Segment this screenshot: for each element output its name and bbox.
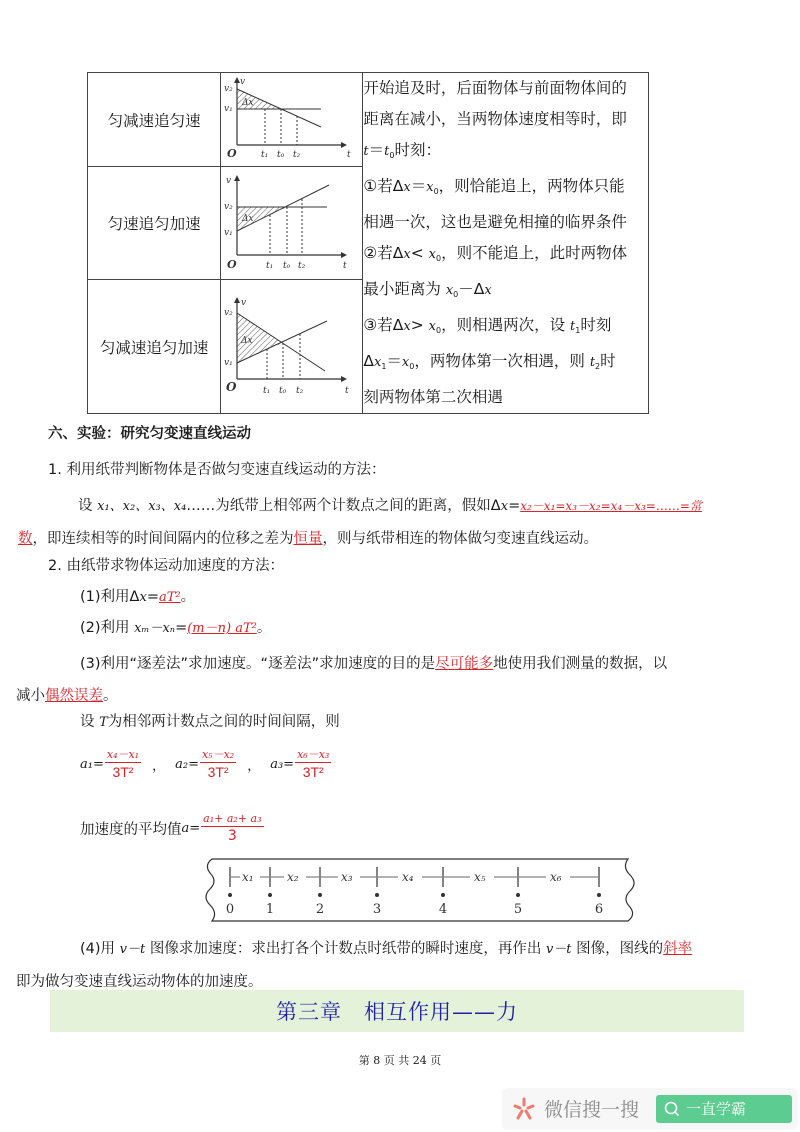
svg-text:x₄: x₄ [402,870,414,884]
explanation-line [363,171,648,207]
svg-text:x₂: x₂ [287,870,299,884]
math-subscript: 1 [575,326,581,335]
math-var: x [139,590,147,605]
paragraph-text: 。 [180,589,196,605]
math-var: x [428,247,436,262]
method-3 [16,648,760,712]
item2-title: 2. 由纸带求物体运动加速度的方法： [48,558,284,574]
chase-comparison-table [87,72,649,414]
paragraph-text: ，则与纸带相连的物体做匀变速直线运动。 [322,531,598,547]
paragraph-text: (3)利用“逐差法”求加速度。“逐差法”求加速度的目的是 [80,656,436,672]
paragraph-text: 减小 [16,688,45,704]
math-subscript: 0 [435,326,442,335]
explanation-line [363,238,648,274]
separator: ， [247,758,261,773]
paragraph-text: (4)用 [80,941,120,957]
method-1 [48,586,792,609]
fraction-numerator: x₅－x₂ [201,748,235,761]
explanation-text: ，两物体第一次相遇，则 [414,352,585,370]
svg-text:v: v [241,297,247,308]
math-var: x [428,319,436,334]
svg-text:t₀: t₀ [283,261,291,272]
formula-fraction [200,748,236,781]
explanation-text: ①若Δ [363,177,404,195]
explanation-line: 刻两物体第二次相遇 [363,388,503,406]
math-subscript: 0 [389,151,395,160]
svg-text:Δx: Δx [242,214,254,225]
answer-blank: 恒量 [293,531,323,547]
math-var: x [403,247,411,262]
math-var: x [403,319,411,334]
explanation-text: 时刻 [580,316,612,334]
paragraph-text: ……为纸带上相邻两个计数点之间的距离，假如Δ [186,498,501,514]
explanation-line: 距离在减小，当两物体速度相等时，即 [363,110,627,128]
search-icon [664,1101,680,1117]
explanation-line: 相遇一次，这也是避免相撞的临界条件 [363,213,627,231]
svg-text:x₁: x₁ [242,870,254,884]
fraction-numerator: x₆－x₃ [297,748,330,761]
category-cell: 匀减速追匀速 [88,73,221,167]
math-op: > [410,316,424,334]
svg-text:t₁: t₁ [263,385,271,396]
page-number: 第 8 页 共 24 页 [358,1054,442,1067]
category-cell: 匀减速追匀加速 [88,280,221,414]
explanation-line [363,274,648,310]
svg-text:O: O [227,146,237,160]
svg-text:v₂: v₂ [224,307,234,318]
math-subscript: 2 [595,362,601,371]
svg-text:t₂: t₂ [298,261,306,272]
svg-text:5: 5 [513,902,523,917]
math-var: x [426,180,434,195]
category-cell: 匀速追匀加速 [88,167,221,280]
explanation-text: ，则相遇两次，设 [441,316,566,334]
svg-text:t₂: t₂ [296,385,304,396]
tape-point-label: 0 [225,902,235,917]
paragraph-text: 加速度的平均值 [80,822,182,838]
section-heading: 六、实验：研究匀变速直线运动 [48,426,251,442]
paragraph-text: 图像，图线的 [571,941,664,957]
svg-text:Δx: Δx [241,335,253,346]
math-op: ＝ [410,177,427,195]
chapter-title: 第三章 相互作用——力 [276,1000,518,1024]
explanation-text: ，则不能追上，此时两物体 [441,244,628,262]
paragraph-text: 图像求加速度：求出打各个计数点时纸带的瞬时速度，再作出 [145,941,546,957]
period-definition [48,711,792,734]
explanation-text: －Δ [458,280,485,298]
vt-graph-cell [221,280,363,414]
svg-text:O: O [226,379,237,394]
math-subscript: 0 [453,290,459,299]
math-op: ＝ [368,141,385,159]
wechat-search-query: 一直学霸 [686,1100,747,1118]
svg-text:t₀: t₀ [279,385,287,396]
answer-blank: 斜率 [663,941,693,957]
svg-text:t₂: t₂ [293,149,301,160]
paper-tape-diagram [198,855,643,925]
math-var: x [484,283,492,298]
svg-text:2: 2 [315,902,325,917]
svg-text:t₁: t₁ [266,261,274,272]
svg-text:v₁: v₁ [224,228,234,239]
formula-lhs: a₁= [80,757,104,772]
svg-text:1: 1 [265,902,275,917]
wechat-search-widget[interactable] [502,1088,798,1130]
table-row [88,73,649,167]
svg-text:x₃: x₃ [341,870,353,884]
math-var: x [500,499,509,514]
math-expr: v－t [545,942,572,957]
fraction-denominator: 3T² [302,764,324,780]
formula-lhs: a= [181,821,201,836]
svg-text:v₁: v₁ [224,103,234,114]
method-4 [16,933,760,998]
vt-graph-uniform-vs-accel [221,169,362,273]
svg-text:x₅: x₅ [474,870,486,884]
math-op: = [508,498,521,514]
paragraph-text: 设 [80,714,100,730]
formula-lhs: a₂= [175,757,199,772]
explanation-text: 最小距离为 [363,280,441,298]
svg-text:x₆: x₆ [550,870,562,884]
explanation-line [363,135,648,171]
explanation-text: ③若Δ [363,316,404,334]
svg-text:t: t [345,385,349,396]
paragraph-text: 为相邻两计数点之间的时间间隔，则 [107,714,340,730]
math-var: x [403,180,411,195]
math-subscript: 0 [433,187,439,196]
explanation-text: ，则恰能追上，两物体只能 [438,177,625,195]
successive-difference-formulas [80,748,332,781]
explanation-line: 开始追及时，后面物体与前面物体间的 [363,79,627,97]
math-expr: v－t [119,942,146,957]
svg-text:t: t [347,149,351,160]
svg-text:O: O [227,258,237,272]
svg-text:v: v [226,176,232,187]
formula-fraction [105,748,141,781]
fraction-numerator: x₄－x₁ [106,748,140,761]
explanation-line [363,346,648,382]
math-var: t [384,144,390,159]
svg-text:t₁: t₁ [261,149,269,160]
answer-blank: (m－n) aT² [187,621,257,636]
wechat-search-button[interactable] [656,1095,792,1123]
math-expr: x₁、x₂、x₃、x₄ [97,499,187,514]
svg-text:3: 3 [372,902,382,917]
wechat-search-logo-icon [512,1097,536,1121]
math-subscript: 0 [435,254,442,263]
paragraph-text: 即为做匀变速直线运动物体的加速度。 [16,974,263,990]
svg-text:v₂: v₂ [224,202,234,213]
vt-graph-cell [221,73,363,167]
svg-text:v₁: v₁ [224,357,234,368]
svg-text:v₂: v₂ [224,83,234,94]
math-var: x [445,283,454,298]
math-op: ＝ [386,352,402,370]
explanation-cell [363,73,649,414]
wechat-search-label: 微信搜一搜 [544,1099,640,1121]
method-2 [48,617,792,640]
math-op: = [146,589,159,605]
paragraph-text: 。 [256,620,272,636]
chapter-banner [50,990,744,1032]
explanation-text: 时 [600,352,616,370]
answer-blank: x₂－x₁=x₃－x₂=x₄－x₃=……=常 [520,499,702,513]
svg-text:Δx: Δx [242,97,254,108]
fraction-numerator: a₁+ a₂+ a₃ [203,812,262,825]
math-var: t [570,319,576,334]
average-acceleration [80,812,265,845]
explanation-text: ②若Δ [363,244,404,262]
math-op: = [175,620,188,636]
answer-blank: aT² [158,590,181,605]
item1-paragraph [18,490,760,555]
math-op: < [410,244,424,262]
math-var: t [589,355,596,370]
math-expr: xₘ－xₙ [134,621,176,636]
separator: ， [152,758,166,773]
item1-title: 1. 利用纸带判断物体是否做匀变速直线运动的方法： [48,462,386,478]
svg-text:6: 6 [594,902,604,917]
answer-blank: 偶然误差 [45,688,103,704]
fraction-denominator: 3T² [207,764,229,780]
math-var: x [401,355,410,370]
formula-fraction [201,812,263,845]
svg-text:4: 4 [438,902,448,917]
formula-lhs: a₃= [270,757,295,772]
explanation-text: 时刻： [394,141,441,159]
fraction-denominator: 3 [227,828,237,844]
explanation-line [363,310,648,346]
paragraph-text: 设 [78,498,98,514]
vt-graph-decel-vs-uniform [221,75,362,161]
answer-blank: 数 [18,531,33,547]
paragraph-text: (2)利用 [80,620,135,636]
formula-fraction [295,748,331,781]
svg-text:t₀: t₀ [277,149,285,160]
paragraph-text: ，即连续相等的时间间隔内的位移之差为 [32,531,294,547]
fraction-denominator: 3T² [112,764,134,780]
math-subscript: 1 [381,362,387,371]
vt-graph-decel-vs-accel [221,283,362,407]
math-var: x [373,355,382,370]
answer-blank: 尽可能多 [435,656,494,672]
math-var: T [99,715,108,730]
explanation-text: Δ [363,352,374,370]
paragraph-text: 。 [103,688,118,704]
paragraph-text: (1)利用Δ [80,589,140,605]
paragraph-text: 地使用我们测量的数据，以 [493,656,668,672]
math-subscript: 0 [409,362,415,371]
svg-text:t: t [343,261,347,272]
vt-graph-cell [221,167,363,280]
math-var: t [363,144,369,159]
svg-text:v: v [240,76,246,87]
